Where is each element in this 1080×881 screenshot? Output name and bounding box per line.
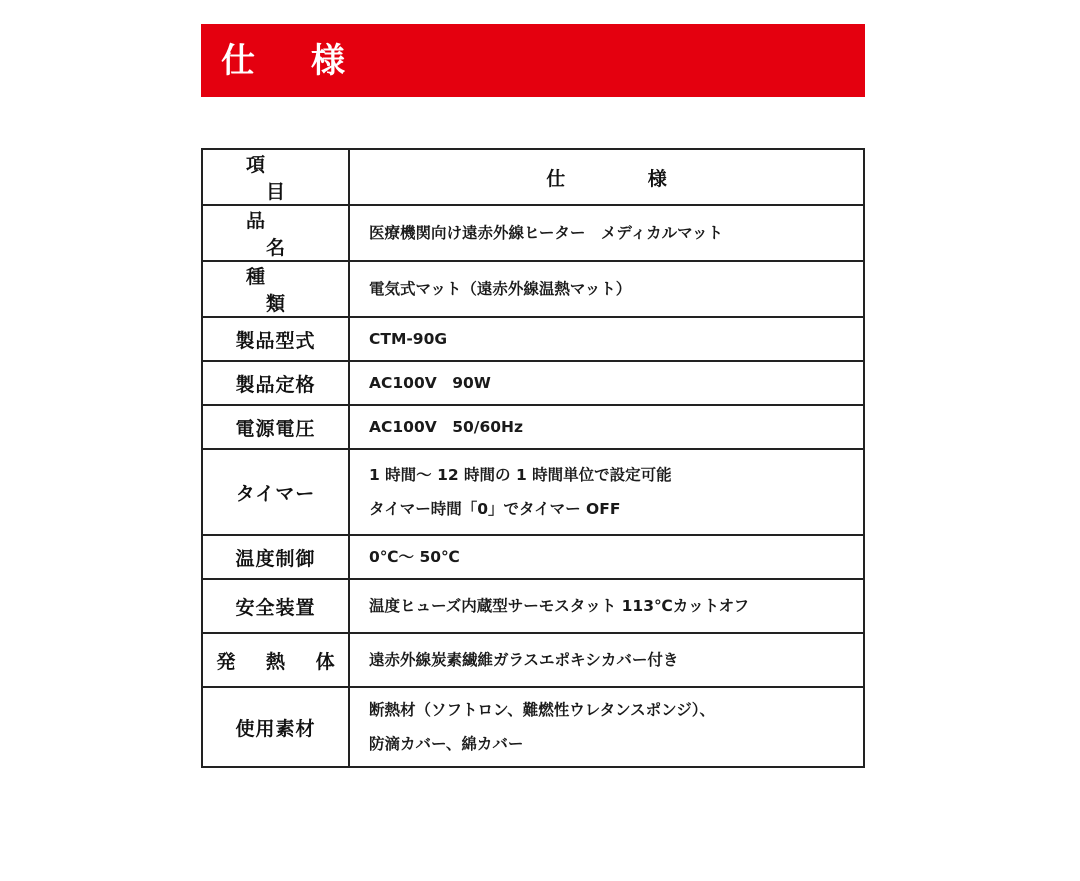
spec-header-band xyxy=(201,24,865,97)
spec-header-title: 仕 様 xyxy=(221,40,367,81)
row-label-rating: 製品定格 xyxy=(202,361,349,405)
row-value-product-name: 医療機関向け遠赤外線ヒーター メディカルマット xyxy=(349,205,864,261)
row-label-type: 種 類 xyxy=(202,261,349,317)
row-value-model: CTM-90G xyxy=(349,317,864,361)
table-row xyxy=(202,317,864,361)
column-header-spec: 仕 様 xyxy=(349,149,864,205)
table-row xyxy=(202,633,864,687)
table-row xyxy=(202,687,864,767)
spec-table xyxy=(201,148,865,768)
row-value-rating: AC100V 90W xyxy=(349,361,864,405)
row-label-temp-control: 温度制御 xyxy=(202,535,349,579)
row-label-voltage: 電源電圧 xyxy=(202,405,349,449)
table-row xyxy=(202,579,864,633)
row-value-temp-control: 0℃～ 50℃ xyxy=(349,535,864,579)
table-row xyxy=(202,205,864,261)
row-label-safety: 安全装置 xyxy=(202,579,349,633)
column-header-item: 項 目 xyxy=(202,149,349,205)
row-value-safety: 温度ヒューズ内蔵型サーモスタット 113℃カットオフ xyxy=(349,579,864,633)
table-row xyxy=(202,449,864,535)
table-header-row xyxy=(202,149,864,205)
row-label-materials: 使用素材 xyxy=(202,687,349,767)
row-value-voltage: AC100V 50/60Hz xyxy=(349,405,864,449)
row-label-model: 製品型式 xyxy=(202,317,349,361)
table-row xyxy=(202,535,864,579)
row-value-timer: 1 時間～ 12 時間の 1 時間単位で設定可能 タイマー時間「0」でタイマー OFF xyxy=(349,449,864,535)
table-row xyxy=(202,361,864,405)
table-row xyxy=(202,405,864,449)
row-value-heater: 遠赤外線炭素繊維ガラスエポキシカバー付き xyxy=(349,633,864,687)
row-label-heater: 発 熱 体 xyxy=(202,633,349,687)
row-label-product-name: 品 名 xyxy=(202,205,349,261)
table-row xyxy=(202,261,864,317)
row-value-type: 電気式マット（遠赤外線温熱マット） xyxy=(349,261,864,317)
row-value-materials: 断熱材（ソフトロン、難燃性ウレタンスポンジ）、 防滴カバー、綿カバー xyxy=(349,687,864,767)
row-label-timer: タイマー xyxy=(202,449,349,535)
